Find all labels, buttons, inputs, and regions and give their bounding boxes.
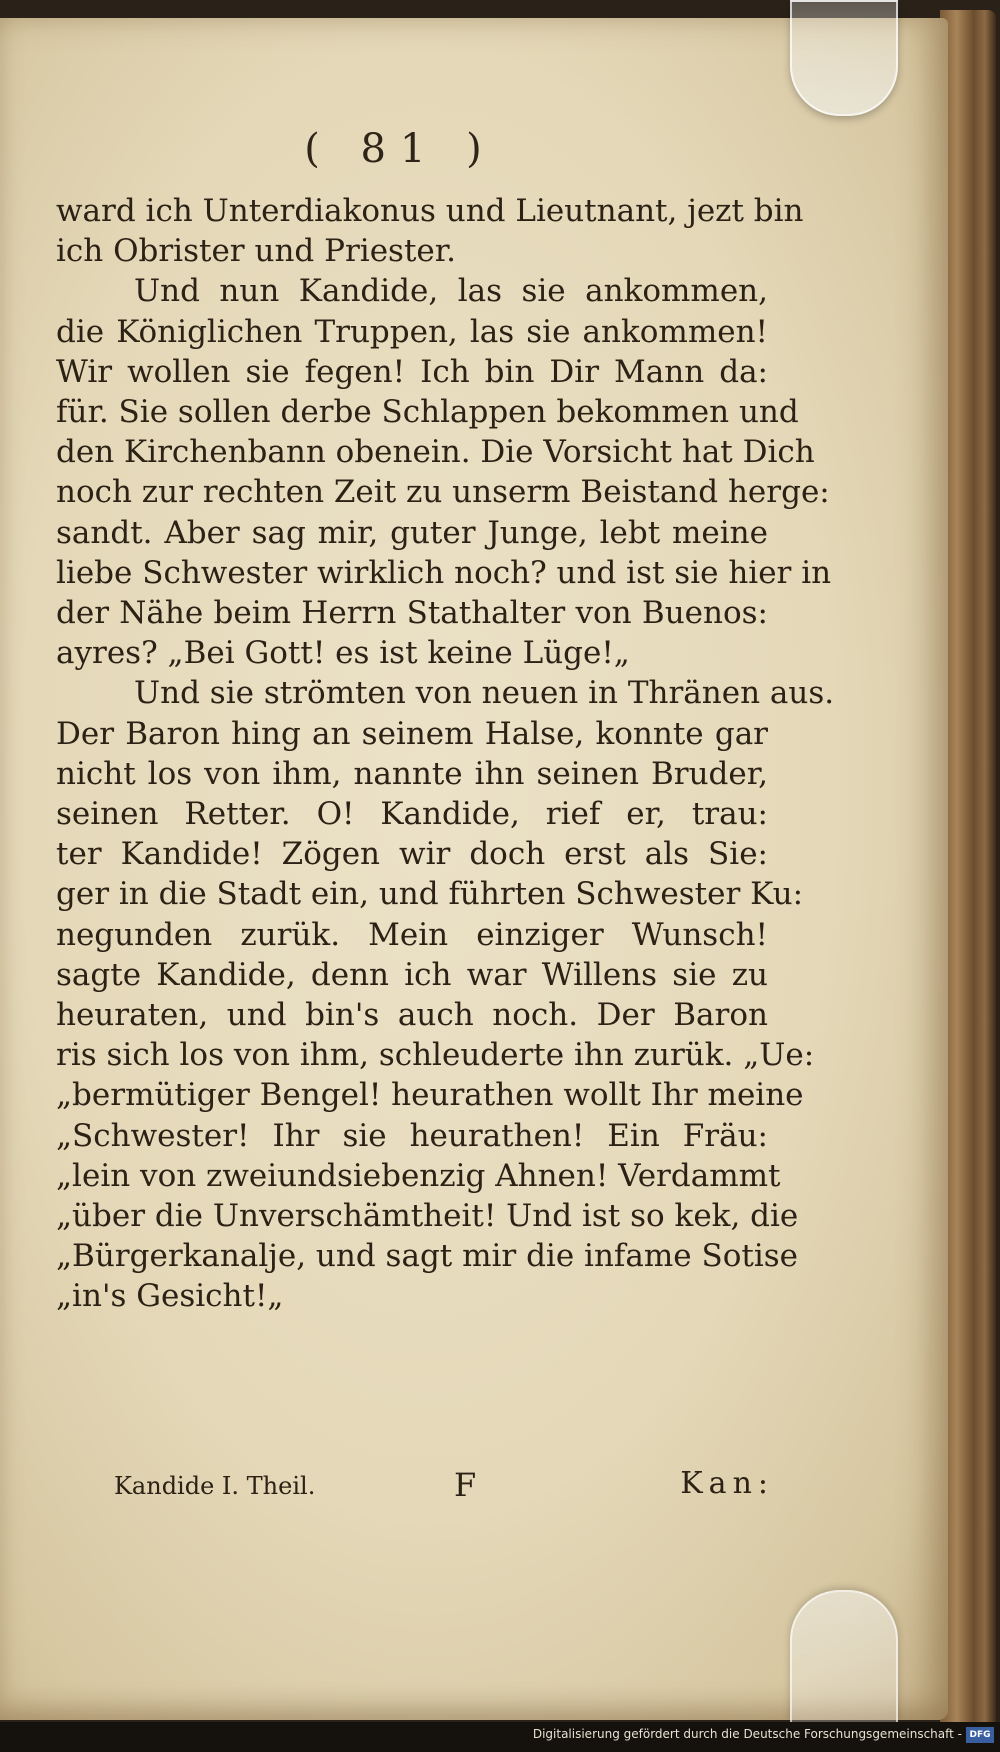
text-line: Und nun Kandide, las sie ankommen, <box>134 273 768 309</box>
text-line: ger in die Stadt ein, und führten Schwester Ku: <box>56 876 804 912</box>
text-line: Und sie strömten von neuen in Thränen aus. <box>134 675 835 711</box>
page-clip-top <box>790 0 898 116</box>
text-line: nicht los von ihm, nannte ihn seinen Bruder, <box>56 756 768 792</box>
text-line: noch zur rechten Zeit zu unserm Beistand herge: <box>56 474 830 510</box>
signature-mark: F <box>454 1466 477 1504</box>
text-line: „in's Gesicht!„ <box>56 1278 284 1314</box>
text-line: „lein von zweiundsiebenzig Ahnen! Verdammt <box>56 1158 781 1194</box>
text-line: sagte Kandide, denn ich war Willens sie zu <box>56 957 768 993</box>
page-footer <box>114 1468 774 1508</box>
page-number: ( 81 ) <box>304 126 496 172</box>
dfg-logo: DFG <box>966 1727 994 1743</box>
text-line: heuraten, und bin's auch noch. Der Baron <box>56 997 768 1033</box>
text-line: „über die Unverschämtheit! Und ist so kek, die <box>56 1198 799 1234</box>
text-line: der Nähe beim Herrn Stathalter von Buenos: <box>56 595 768 631</box>
text-line: sandt. Aber sag mir, guter Junge, lebt meine <box>56 515 768 551</box>
book-page-edges <box>940 10 996 1728</box>
text-line: „Schwester! Ihr sie heurathen! Ein Fräu: <box>56 1118 768 1154</box>
text-line: die Königlichen Truppen, las sie ankommen! <box>56 314 768 350</box>
text-line: „Bürgerkanalje, und sagt mir die infame Sotise <box>56 1238 799 1274</box>
digitization-credit: Digitalisierung gefördert durch die Deutsche Forschungsgemeinschaft - <box>532 1727 962 1741</box>
text-line: für. Sie sollen derbe Schlappen bekommen und <box>56 394 799 430</box>
page-clip-bottom <box>790 1590 898 1724</box>
text-line: seinen Retter. O! Kandide, rief er, trau: <box>56 796 768 832</box>
text-line: ter Kandide! Zögen wir doch erst als Sie: <box>56 836 768 872</box>
catchword: Kan: <box>680 1466 774 1501</box>
signature-title: Kandide I. Theil. <box>114 1472 316 1500</box>
text-line: den Kirchenbann obenein. Die Vorsicht hat Dich <box>56 434 815 470</box>
text-line: Der Baron hing an seinem Halse, konnte gar <box>56 716 768 752</box>
text-line: liebe Schwester wirklich noch? und ist sie hier in <box>56 555 832 591</box>
text-line: Wir wollen sie fegen! Ich bin Dir Mann da: <box>56 354 768 390</box>
text-line: negunden zurük. Mein einziger Wunsch! <box>56 917 768 953</box>
text-line: „bermütiger Bengel! heurathen wollt Ihr meine <box>56 1077 804 1113</box>
text-line: ich Obrister und Priester. <box>56 233 457 269</box>
text-line: ward ich Unterdiakonus und Lieutnant, jezt bin <box>56 193 804 229</box>
text-line: ayres? „Bei Gott! es ist keine Lüge!„ <box>56 635 630 671</box>
text-line: ris sich los von ihm, schleuderte ihn zurük. „Ue: <box>56 1037 815 1073</box>
